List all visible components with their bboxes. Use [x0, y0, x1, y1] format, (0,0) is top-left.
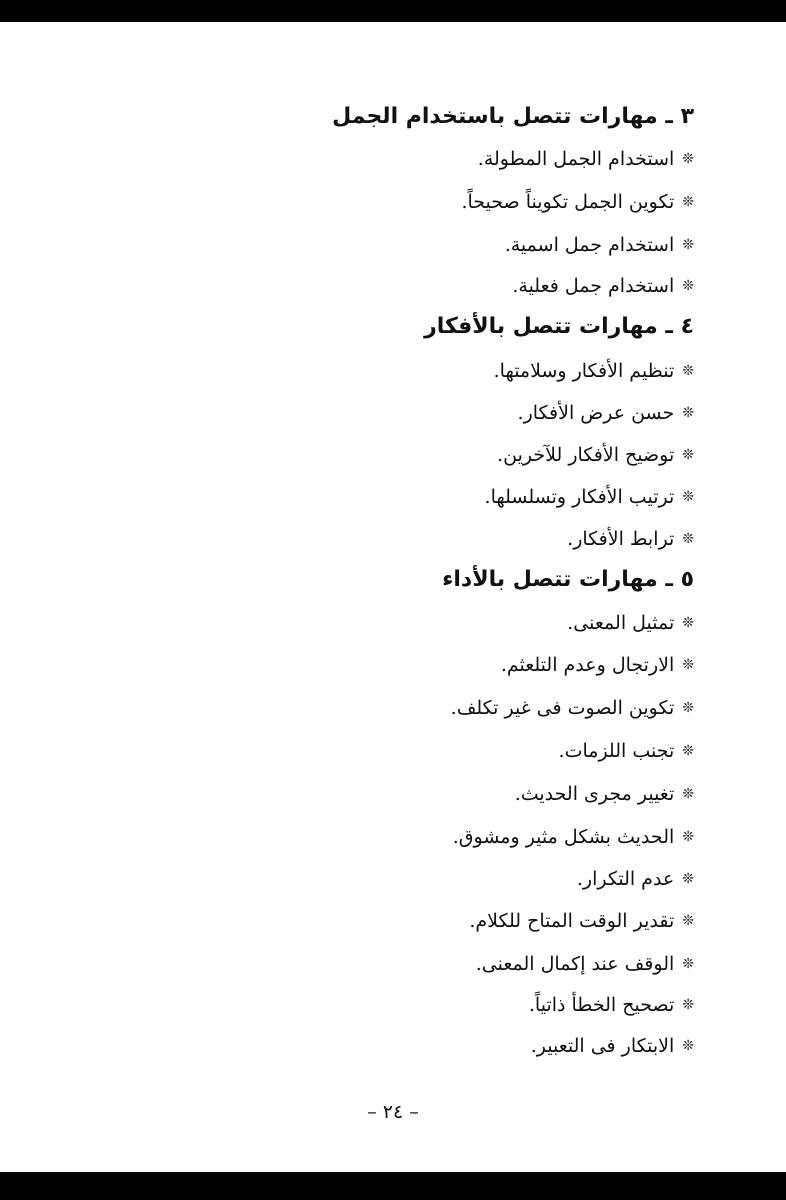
list-item: ❊تنظيم الأفكار وسلامتها. — [493, 360, 694, 382]
list-item: ❊حسن عرض الأفكار. — [517, 402, 694, 424]
bullet-icon: ❊ — [682, 151, 694, 167]
bullet-icon: ❊ — [682, 278, 694, 294]
list-item: ❊الارتجال وعدم التلعثم. — [500, 654, 694, 676]
list-item: ❊تغيير مجرى الحديث. — [514, 783, 694, 805]
list-item: ❊تجنب اللزمات. — [558, 740, 694, 762]
list-item: ❊تصحيح الخطأ ذاتياً. — [528, 994, 694, 1016]
page-number: – ٢٤ – — [367, 1101, 419, 1123]
list-item: ❊تكوين الجمل تكويناً صحيحاً. — [461, 191, 694, 213]
bullet-icon: ❊ — [682, 997, 694, 1013]
list-item: ❊ترتيب الأفكار وتسلسلها. — [484, 486, 694, 508]
bullet-icon: ❊ — [682, 531, 694, 547]
section-heading: ٣ ـ مهارات تتصل باستخدام الجمل — [332, 104, 694, 129]
list-item: ❊توضيح الأفكار للآخرين. — [497, 444, 694, 466]
list-item: ❊استخدام جمل اسمية. — [504, 234, 694, 256]
list-item: ❊عدم التكرار. — [576, 868, 694, 890]
bullet-icon: ❊ — [682, 237, 694, 253]
bullet-icon: ❊ — [682, 743, 694, 759]
list-item: ❊استخدام جمل فعلية. — [512, 275, 694, 297]
bullet-icon: ❊ — [682, 871, 694, 887]
section-heading: ٤ ـ مهارات تتصل بالأفكار — [424, 314, 694, 339]
bullet-icon: ❊ — [682, 447, 694, 463]
list-item: ❊تقدير الوقت المتاح للكلام. — [469, 910, 694, 932]
bullet-icon: ❊ — [682, 829, 694, 845]
bullet-icon: ❊ — [682, 657, 694, 673]
list-item: ❊الحديث بشكل مثير ومشوق. — [452, 826, 694, 848]
bullet-icon: ❊ — [682, 615, 694, 631]
bullet-icon: ❊ — [682, 363, 694, 379]
bullet-icon: ❊ — [682, 194, 694, 210]
bottom-black-bar — [0, 1172, 786, 1200]
bullet-icon: ❊ — [682, 913, 694, 929]
bullet-icon: ❊ — [682, 489, 694, 505]
list-item: ❊استخدام الجمل المطولة. — [477, 148, 694, 170]
list-item: ❊الابتكار فى التعبير. — [530, 1035, 694, 1057]
bullet-icon: ❊ — [682, 1038, 694, 1054]
bullet-icon: ❊ — [682, 405, 694, 421]
list-item: ❊ترابط الأفكار. — [567, 528, 694, 550]
bullet-icon: ❊ — [682, 956, 694, 972]
list-item: ❊تمثيل المعنى. — [567, 612, 694, 634]
bullet-icon: ❊ — [682, 700, 694, 716]
bullet-icon: ❊ — [682, 786, 694, 802]
list-item: ❊تكوين الصوت فى غير تكلف. — [450, 697, 694, 719]
section-heading: ٥ ـ مهارات تتصل بالأداء — [442, 567, 694, 592]
list-item: ❊الوقف عند إكمال المعنى. — [475, 953, 694, 975]
